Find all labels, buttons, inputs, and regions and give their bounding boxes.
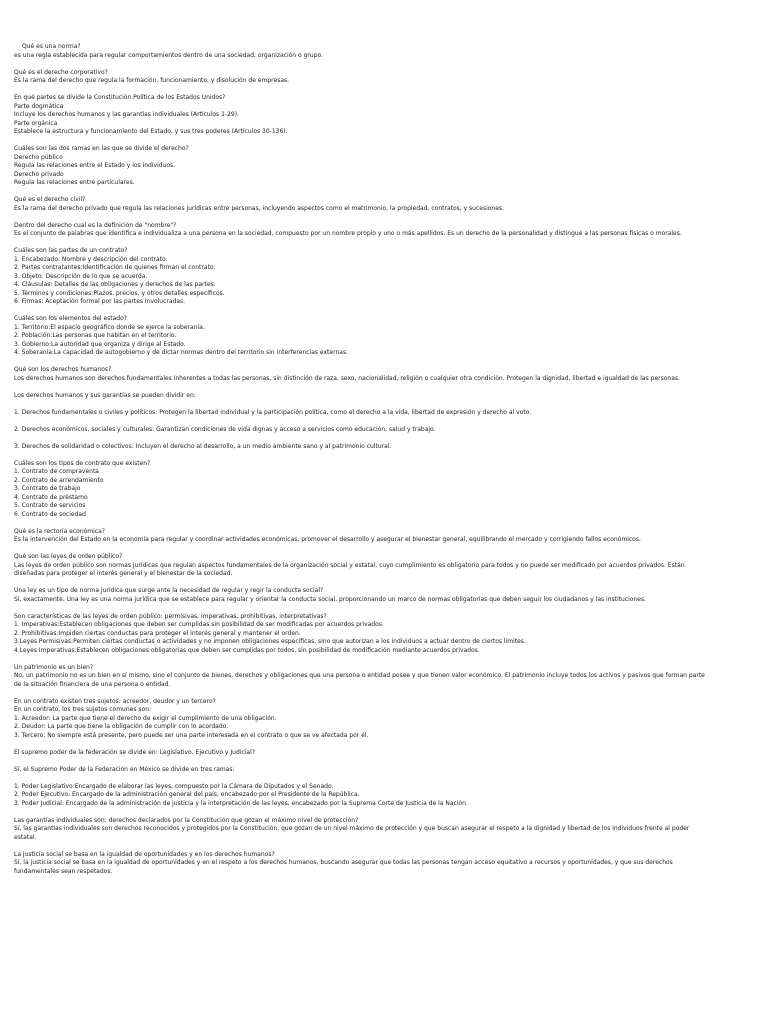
paragraph-first-line: Cuáles son las partes de un contrato? [14,247,128,254]
paragraph-line: 2. Partes contratantes:Identificación de quienes firman el contrato. [14,264,216,271]
paragraph-first-line: Cuáles son las dos ramas en las que se divide el derecho? [14,145,189,152]
paragraph-line: Los derechos humanos son derechos fundamentales inherentes a todas las personas, sin distinción de raza, sexo, nacionalidad, religión o cualquier otra condición. Protegen la dignidad, libertad e igualdad de las personas. [14,374,680,382]
paragraph-line: Sí, exactamente. Una ley es una norma jurídica que se establece para regular y orientar la conducta social, proporcionando un marco de normas obligatorias que deben seguir los ciudadanos y las instituciones. [14,595,646,603]
paragraph-line: 3. Contrato de trabajo [14,485,81,492]
paragraph-first-line: Dentro del derecho cual es la definición de "nombre"? [14,221,177,229]
paragraph-line: Regula las relaciones entre el Estado y los individuos. [14,162,176,169]
paragraph-line: Las leyes de orden público son normas jurídicas que regulan aspectos fundamentales de la organización social y estatal, cuyo cumplimiento es obligatorio para todos y no puede ser modificado por acuerdos privados. Están diseñadas para proteger el interés general y el bienestar de la sociedad. [14,561,685,577]
paragraph-line: 2. Deudor: La parte que tiene la obligación de cumplir con lo acordado. [14,723,229,730]
qa-paragraph [14,426,708,435]
qa-paragraph [14,247,708,307]
paragraph-line: 6. Firmas: Aceptación formal por las partes involucradas. [14,298,186,305]
qa-paragraph [14,587,708,604]
paragraph-line: Es la intervención del Estado en la economía para regular y coordinar actividades económicas, promover el desarrollo y asegurar el bienestar general, equilibrando el mercado y corrigiendo fallos económicos. [14,536,641,543]
paragraph-line: No, un patrimonio no es un bien en sí mismo, sino el conjunto de bienes, derechos y obligaciones que una persona o entidad posee y que tienen valor económico. El patrimonio incluye todos los activos y pasivos que forman parte de la situación financiera de una persona o entidad. [14,672,705,688]
paragraph-line: 3. Poder Judicial: Encargado de la administración de justicia y la interpretación de las leyes, encabezado por la Suprema Corte de Justicia de la Nación. [14,799,468,807]
paragraph-first-line: Qué es una norma? [22,43,81,50]
paragraph-line: 5. Términos y condiciones:Plazos, precios, y otros detalles específicos. [14,289,225,297]
paragraph-line: En un contrato, los tres sujetos comunes son: [14,706,152,713]
paragraph-line: 4. Cláusulas: Detalles de las obligaciones y derechos de las partes. [14,281,216,288]
paragraph-line: 3. Tercero: No siempre está presente, pero puede ser una parte interesada en el contrato o que se ve afectada por él. [14,731,369,739]
paragraph-line: Parte dogmática [14,102,64,110]
paragraph-line: Parte orgánica [14,119,58,127]
paragraph-line: 4. Soberanía:La capacidad de autogobierno y de dictar normas dentro del territorio sin interferencias externas. [14,349,348,356]
paragraph-first-line: Un patrimonio es un bien? [14,663,94,671]
paragraph-first-line: 2. Derechos económicos, sociales y culturales: Garantizan condiciones de vida dignas y acceso a servicios como educación, salud y trabajo. [14,425,436,433]
paragraph-line: Derecho público [14,153,63,161]
qa-paragraph [14,553,708,579]
qa-paragraph [14,145,708,188]
paragraph-first-line: Sí, el Supremo Poder de la Federación en México se divide en tres ramas: [14,765,235,773]
qa-paragraph [14,222,708,239]
paragraph-line: Es la rama del derecho que regula la formación, funcionamiento, y disolución de empresas. [14,77,290,84]
paragraph-line: 6. Contrato de sociedad [14,510,86,518]
paragraph-line: Regula las relaciones entre particulares. [14,179,135,186]
paragraph-line: 5. Contrato de servicios [14,502,86,509]
paragraph-first-line: Qué es el derecho corporativo? [14,68,108,76]
paragraph-first-line: Cuáles son los tipos de contrato que existen? [14,459,151,467]
paragraph-line: Es el conjunto de palabras que identifica e individualiza a una persona en la sociedad, compuesto por un nombre propio y uno o más apellidos. Es un derecho de la personalidad y distingue a las personas físicas o morales. [14,230,682,237]
paragraph-line: 4. Contrato de préstamo [14,493,88,501]
paragraph-line: Incluye los derechos humanos y las garantías individuales (Artículos 1-29). [14,111,239,118]
paragraph-line: Es la rama del derecho privado que regula las relaciones jurídicas entre personas, incluyendo aspectos como el matrimonio, la propiedad, contratos, y sucesiones. [14,204,504,212]
qa-paragraph [14,409,708,418]
paragraph-line: 1. Territorio:El espacio geográfico donde se ejerce la soberanía. [14,323,205,331]
qa-paragraph [14,783,708,809]
paragraph-line: 1. Acreedor: La parte que tiene el derecho de exigir el cumplimiento de una obligación. [14,714,277,722]
qa-paragraph [14,94,708,137]
paragraph-first-line: Las garantías individuales son: derechos declarados por la Constitución que gozan el máximo nivel de protección? [14,816,359,824]
qa-paragraph [14,196,708,213]
qa-paragraph [14,43,708,60]
paragraph-line: Establece la estructura y funcionamiento del Estado, y sus tres poderes (Artículos 30-136). [14,128,288,135]
paragraph-line: Sí, la justicia social se basa en la igualdad de oportunidades y en el respeto a los derechos humanos, buscando asegurar que todas las personas tengan acceso equitativo a recursos y oportunidades, y que sus derechos fundamentales sean respetados. [14,859,673,875]
paragraph-first-line: Cuáles son los elementos del estado? [14,315,127,322]
paragraph-line: 2. Poder Ejecutivo: Encargado de la administración general del país, encabezado por el Presidente de la República. [14,791,360,798]
qa-paragraph [14,851,708,877]
paragraph-line: es una regla establecida para regular comportamientos dentro de una sociedad, organización o grupo. [14,51,323,59]
paragraph-first-line: El supremo poder de la federación se divide en: Legislativo, Ejecutivo y Judicial? [14,748,255,756]
paragraph-line: 2. Contrato de arrendamiento [14,476,104,484]
paragraph-first-line: 3. Derechos de solidaridad o colectivos: Incluyen el derecho al desarrollo, a un medio ambiente sano y al patrimonio cultural. [14,442,392,450]
qa-paragraph [14,528,708,545]
qa-paragraph [14,817,708,843]
paragraph-first-line: Qué es la rectoría económica? [14,527,105,535]
paragraph-line: 3. Gobierno:La autoridad que organiza y dirige al Estado. [14,340,186,348]
paragraph-first-line: En un contrato existen tres sujetos: acreedor, deudor y un tercero? [14,697,216,705]
paragraph-line: Derecho privado [14,170,64,178]
paragraph-first-line: Qué es el derecho civil? [14,196,86,203]
paragraph-first-line: Una ley es un tipo de norma jurídica que surge ante la necesidad de regular y regir la conducta social? [14,587,324,594]
paragraph-line: Sí, las garantías individuales son derechos reconocidos y protegidos por la Constitución, que gozan de un nivel máximo de protección y que buscan asegurar el respeto a la dignidad y libertad de los individuos frente al poder estatal. [14,825,690,841]
qa-paragraph [14,460,708,520]
qa-paragraph [14,766,708,775]
paragraph-line: 1. Imperativas:Establecen obligaciones que deben ser cumplidas sin posibilidad de ser modificadas por acuerdos privados. [14,621,384,628]
qa-paragraph [14,664,708,690]
paragraph-first-line: Son características de las leyes de orden público: permisivas, imperativas, prohibitivas, interpretativas? [14,612,327,620]
paragraph-line: 1. Contrato de compraventa [14,468,99,475]
paragraph-first-line: En qué partes se divide la Constitución Política de los Estados Unidos? [14,94,226,101]
qa-paragraph [14,749,708,758]
qa-paragraph [14,443,708,452]
paragraph-line: 2. Prohibitivas:Impiden ciertas conductas para proteger el interés general y mantener el orden. [14,629,301,637]
paragraph-first-line: 1. Derechos fundamentales o civiles y políticos: Protegen la libertad individual y la participación política, como el derecho a la vida, libertad de expresión y derecho al voto. [14,408,532,416]
qa-paragraph [14,613,708,656]
paragraph-first-line: Qué son los derechos humanos? [14,366,112,373]
qa-paragraph [14,392,708,401]
qa-paragraph [14,315,708,358]
paragraph-line: 3. Objeto: Descripción de lo que se acuerda. [14,272,148,280]
paragraph-line: 3.Leyes Permisivas:Permiten ciertas conductas o actividades y no imponen obligaciones específicas, sino que autorizan a los individuos a actuar dentro de ciertos límites. [14,638,526,645]
qa-paragraph [14,69,708,86]
paragraph-first-line: 1. Poder Legislativo:Encargado de elaborar las leyes, compuesto por la Cámara de Diputados y el Senado. [14,782,334,790]
qa-paragraph [14,366,708,383]
paragraph-line: 4.Leyes Imperativas:Establecen obligaciones obligatorias que deben ser cumplidas por todos, sin posibilidad de modificación mediante acuerdos privados. [14,646,480,654]
paragraph-first-line: Los derechos humanos y sus garantías se pueden dividir en: [14,391,196,399]
qa-paragraph [14,698,708,741]
paragraph-first-line: La justicia social se basa en la igualdad de oportunidades y en los derechos humanos? [14,850,275,858]
paragraph-line: 1. Encabezado: Nombre y descripción del contrato. [14,255,168,263]
paragraph-line: 2. Población:Las personas que habitan en el territorio. [14,332,177,339]
paragraph-first-line: Qué son las leyes de orden público? [14,553,123,560]
